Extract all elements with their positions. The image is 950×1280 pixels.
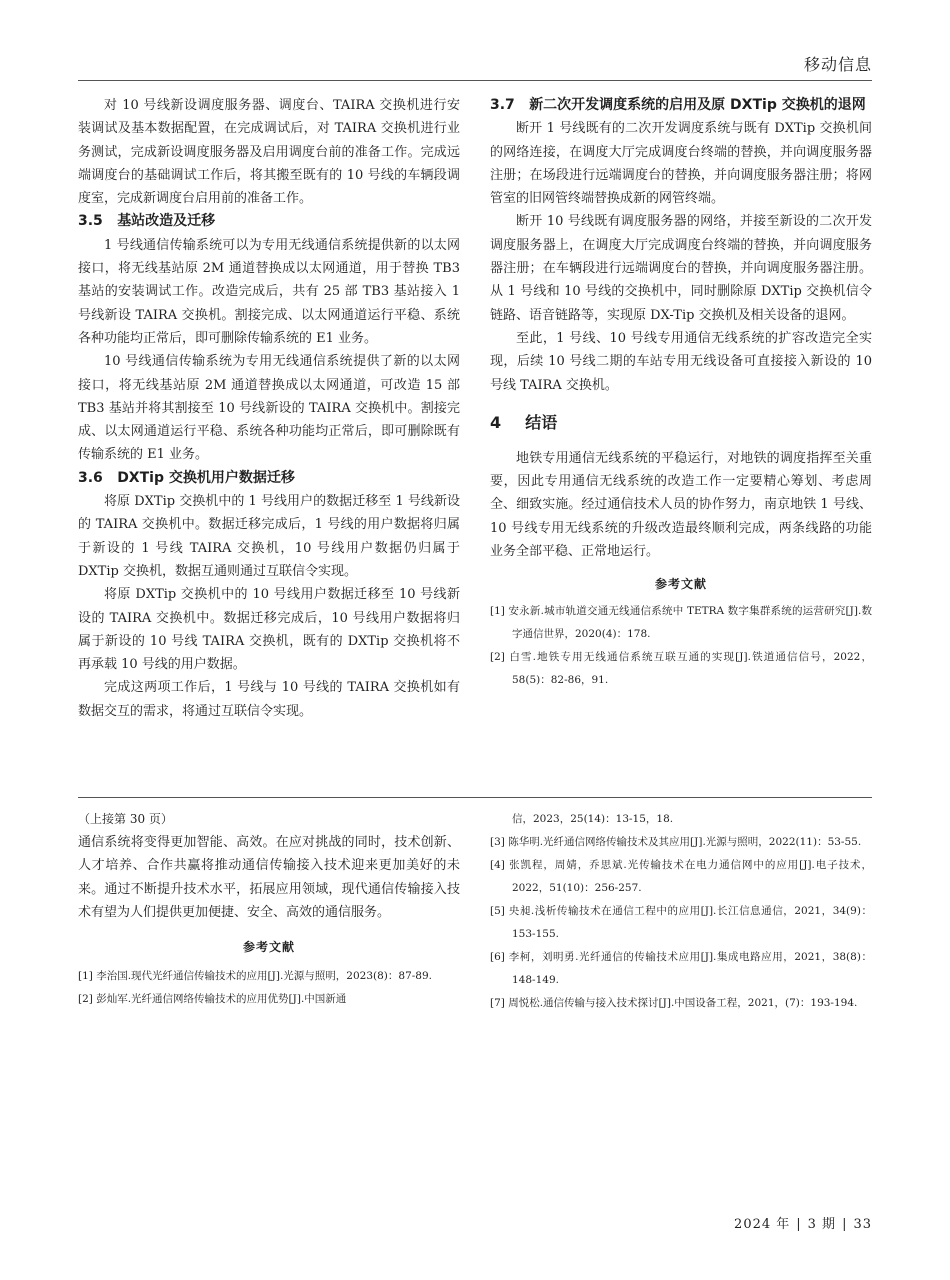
section-3-6-paragraph-1: 将原 DXTip 交换机中的 1 号线用户的数据迁移至 1 号线新设的 TAIRA 交换机中。数据迁移完成后，1 号线的用户数据将归属于新设的 1 号线 TAIRA 交换机，10 号线用户数据仍归属于 DXTip 交换机，数据互通则通过互联信令实现。: [78, 494, 460, 579]
reference-item: [2] 彭灿军.光纤通信网络传输技术的应用优势[J].中国新通: [78, 993, 347, 1006]
footer-year: 2024 年: [734, 1217, 791, 1232]
reference-item: [3] 陈华明.光纤通信网络传输技术及其应用[J].光源与照明，2022(11)：53-55.: [490, 836, 862, 848]
section-3-7-paragraph-2: 断开 10 号线既有调度服务器的网络，并接至新设的二次开发调度服务器上，在调度大厅完成调度台终端的替换，并向调度服务器注册；在车辆段进行远端调度台的替换，并向调度服务器注册。从 1 号线和 10 号线的交换机中，同时删除原 DXTip 交换机信令链路、语音链路等，实现原 DX-Tip 交换机及相关设备的退网。: [490, 214, 872, 323]
reference-item: [1] 安永新.城市轨道交通无线通信系统中 TETRA 数字集群系统的运营研究[J].数字通信世界，2020(4)：178.: [490, 605, 872, 641]
article-divider: [78, 797, 872, 798]
reference-item: [6] 李柯，刘明勇.光纤通信的传输技术应用[J].集成电路应用，2021，38(8)：148-149.: [490, 951, 872, 986]
upper-left-column: [78, 94, 460, 723]
reference-item: [2] 白雪.地铁专用无线通信系统互联互通的实现[J].铁道通信信号，2022，58(5)：82-86，91.: [490, 651, 872, 687]
section-3-6-heading: [78, 467, 460, 490]
section-3-7-paragraph-1: 断开 1 号线既有的二次开发调度系统与既有 DXTip 交换机间的网络连接，在调度大厅完成调度台终端的替换，并向调度服务器注册；在场段进行远端调度台的替换，并向调度服务器注册；将网管室的旧网管终端替换成新的网管终端。: [490, 121, 872, 207]
section-3-5-heading: [78, 210, 460, 233]
section-title: 基站改造及迁移: [117, 213, 216, 230]
lower-left-column: [78, 808, 460, 1011]
footer-separator: |: [796, 1217, 802, 1232]
footer-separator: |: [842, 1217, 848, 1232]
upper-right-column: [490, 94, 872, 692]
section-3-5-paragraph-1: 1 号线通信传输系统可以为专用无线通信系统提供新的以太网接口，将无线基站原 2M 通道替换成以太网通道，用于替换 TB3 基站的安装调试工作。改造完成后，共有 25 部 TB3 基站接入 1 号线新设 TAIRA 交换机。割接完成、以太网通道运行平稳、系统各种功能均正常后，即可删除传输系统的 E1 业务。: [78, 237, 460, 346]
reference-item: [5] 央昶.浅析传输技术在通信工程中的应用[J].长江信息通信，2021，34(9)：153-155.: [490, 905, 872, 940]
conclusion-paragraph: 地铁专用通信无线系统的平稳运行，对地铁的调度指挥至关重要，因此专用通信无线系统的改造工作一定要精心筹划、考虑周全、细致实施。经过通信技术人员的协作努力，南京地铁 1 号线、10 号线专用无线系统的升级改造最终顺利完成，两条线路的功能业务全部平稳、正常地运行。: [490, 450, 872, 560]
section-4-heading: [490, 411, 872, 435]
references-heading: 参考文献: [654, 577, 707, 592]
section-3-6-paragraph-2: 将原 DXTip 交换机中的 10 号线用户数据迁移至 10 号线新设的 TAIRA 交换机中。数据迁移完成后，10 号线用户数据将归属于新设的 10 号线 TAIRA 交换机，既有的 DXTip 交换机将不再承载 10 号线的用户数据。: [78, 587, 460, 673]
journal-name: 移动信息: [803, 55, 872, 74]
running-header: [78, 48, 872, 81]
page-number: 33: [853, 1217, 872, 1232]
section-3-7-heading: [490, 94, 872, 117]
section-3-5-paragraph-2: 10 号线通信传输系统为专用无线通信系统提供了新的以太网接口，将无线基站原 2M 通道替换成以太网通道，可改造 15 部 TB3 基站并将其割接至 10 号线新设的 TAIRA 交换机中。割接完成、以太网通道运行平稳、系统各种功能均正常后，即可删除既有传输系统的 E1 业务。: [78, 354, 460, 463]
section-title: DXTip 交换机用户数据迁移: [117, 469, 295, 486]
lower-right-column: [490, 808, 872, 1015]
continued-note: （上接第 30 页）: [78, 812, 173, 826]
intro-paragraph: 对 10 号线新设调度服务器、调度台、TAIRA 交换机进行安装调试及基本数据配置，在完成调试后，对 TAIRA 交换机进行业务测试，完成新设调度服务器及启用调度台前的准备工作。完成远端调度台的基础调试工作后，将其搬至既有的 10 号线的车辆段调度室，完成新调度台启用前的准备工作。: [78, 98, 460, 207]
footer-issue: 3 期: [807, 1217, 837, 1232]
section-3-7-paragraph-3: 至此，1 号线、10 号线专用通信无线系统的扩容改造完全实现，后续 10 号线二期的车站专用无线设备可直接接入新设的 10 号线 TAIRA 交换机。: [490, 330, 872, 393]
page-footer: [734, 1213, 872, 1232]
section-title: 新二次开发调度系统的启用及原 DXTip 交换机的退网: [529, 97, 866, 113]
reference-item: [4] 张凯程，周婧，乔思斌.光传输技术在电力通信网中的应用[J].电子技术，2022，51(10)：256-257.: [490, 859, 872, 894]
reference-item: [1] 李治国.现代光纤通信传输技术的应用[J].光源与照明，2023(8)：87-89.: [78, 970, 432, 983]
section-number: 3.5: [78, 213, 103, 230]
section-3-6-paragraph-3: 完成这两项工作后，1 号线与 10 号线的 TAIRA 交换机如有数据交互的需求，将通过互联信令实现。: [78, 680, 460, 719]
continued-paragraph: 通信系统将变得更加智能、高效。在应对挑战的同时，技术创新、人才培养、合作共赢将推动通信传输接入技术迎来更加美好的未来。通过不断提升技术水平，拓展应用领域，现代通信传输接入技术有望为人们提供更加便捷、安全、高效的通信服务。: [78, 835, 460, 920]
reference-item: [7] 周悦松.通信传输与接入技术探讨[J].中国设备工程，2021，(7)：193-194.: [490, 997, 858, 1009]
section-title: 结语: [525, 412, 558, 432]
section-number: 4: [490, 412, 502, 432]
reference-item-continued: 信，2023，25(14)：13-15，18.: [512, 813, 674, 825]
references-heading: 参考文献: [242, 940, 295, 955]
section-number: 3.7: [490, 97, 515, 113]
section-number: 3.6: [78, 469, 103, 486]
